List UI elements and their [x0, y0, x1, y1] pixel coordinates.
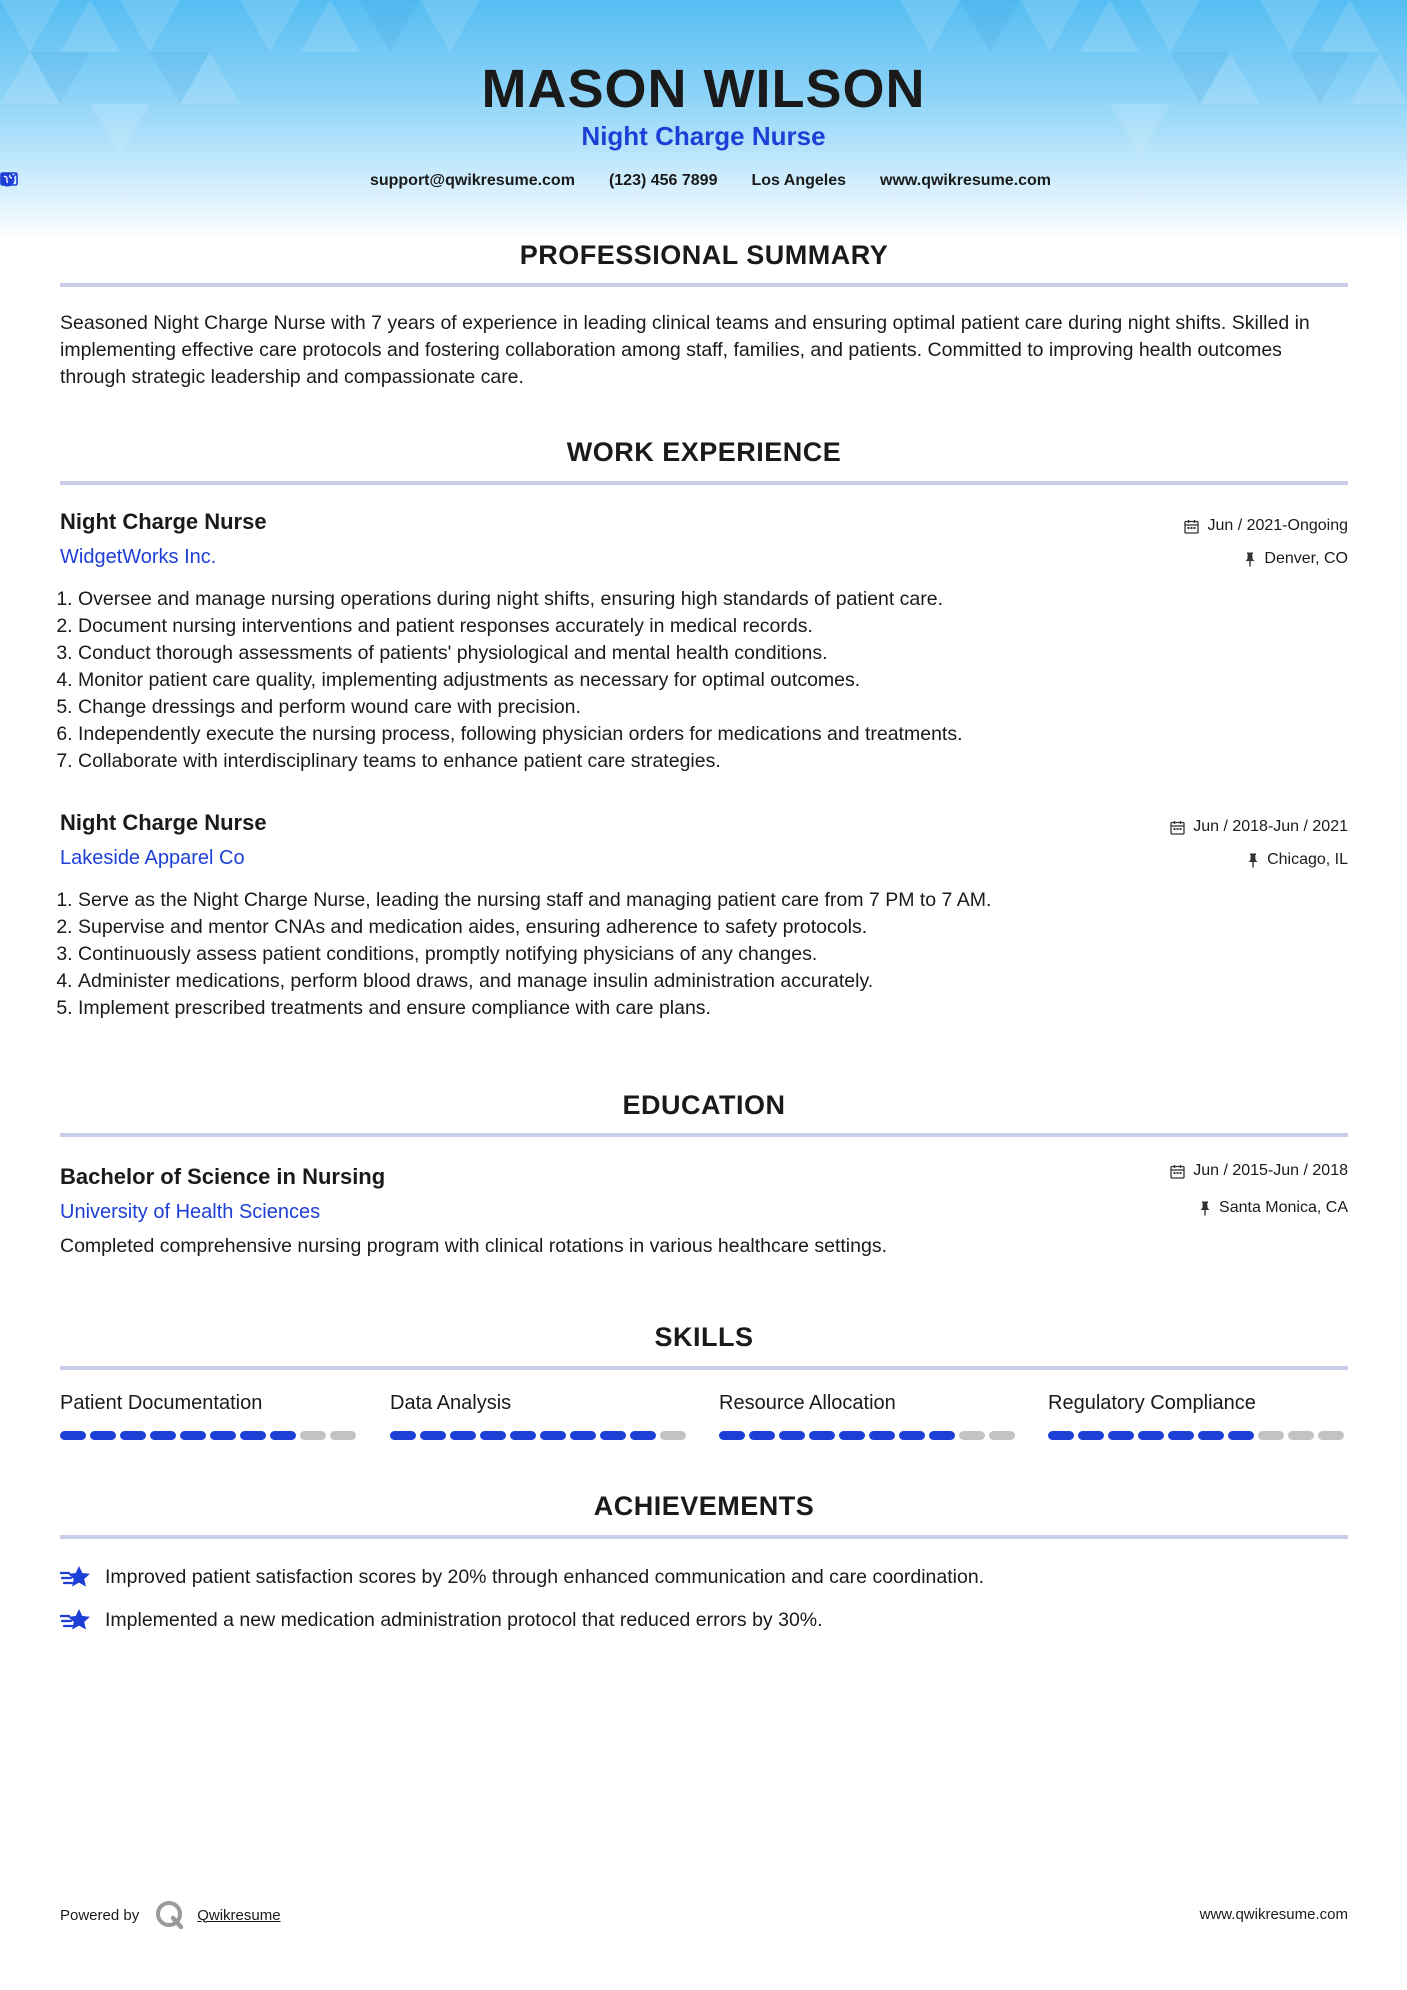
- skill-name: Regulatory Compliance: [1048, 1392, 1256, 1414]
- skill-level-segment: [300, 1431, 326, 1440]
- skill-level-segment: [989, 1431, 1015, 1440]
- candidate-role: Night Charge Nurse: [581, 121, 826, 151]
- shooting-star-icon: [60, 1564, 94, 1590]
- skill-level-segment: [480, 1431, 506, 1440]
- education-dates-text: Jun / 2015-Jun / 2018: [1193, 1162, 1348, 1179]
- skill-level-segment: [330, 1431, 356, 1440]
- skill-level-segment: [929, 1431, 955, 1440]
- skill-level-segment: [1168, 1431, 1194, 1440]
- contact-email[interactable]: [356, 172, 575, 190]
- skills-heading: SKILLS: [654, 1322, 754, 1352]
- candidate-name: MASON WILSON: [481, 59, 926, 119]
- footer-website[interactable]: www.qwikresume.com: [1199, 1906, 1348, 1923]
- education-description: Completed comprehensive nursing program with clinical rotations in various healthcare settings.: [60, 1235, 887, 1257]
- contact-bar: [0, 172, 1407, 190]
- calendar-icon: [1170, 1164, 1185, 1179]
- skill-level-bar: [390, 1431, 690, 1440]
- calendar-icon: [1184, 519, 1199, 534]
- skill-level-bar: [1048, 1431, 1348, 1440]
- degree-title: Bachelor of Science in Nursing: [60, 1164, 386, 1189]
- skill-level-segment: [210, 1431, 236, 1440]
- skill-level-segment: [1318, 1431, 1344, 1440]
- qwikresume-logo-icon: [155, 1900, 185, 1930]
- job-dates: [1170, 818, 1348, 836]
- pushpin-icon: [1247, 853, 1259, 868]
- email-text: support@qwikresume.com: [369, 172, 575, 189]
- list-item: 2. Supervise and mentor CNAs and medication aides, ensuring adherence to safety protocols.: [78, 914, 1318, 941]
- website-text: www.qwikresume.com: [880, 172, 1052, 189]
- skill-item: [60, 1392, 360, 1440]
- skill-level-segment: [390, 1431, 416, 1440]
- job-title: Night Charge Nurse: [60, 810, 267, 835]
- experience-heading: WORK EXPERIENCE: [566, 437, 842, 467]
- skill-level-segment: [60, 1431, 86, 1440]
- skill-name: Patient Documentation: [60, 1392, 263, 1414]
- skill-item: [1048, 1392, 1348, 1440]
- list-item: 7. Collaborate with interdisciplinary teams to enhance patient care strategies.: [78, 748, 1318, 775]
- job-location-text: Chicago, IL: [1267, 851, 1348, 868]
- skill-level-segment: [420, 1431, 446, 1440]
- education-heading: EDUCATION: [622, 1090, 786, 1120]
- school-name: University of Health Sciences: [60, 1201, 321, 1223]
- skill-level-segment: [1228, 1431, 1254, 1440]
- list-item: 5. Implement prescribed treatments and ensure compliance with care plans.: [78, 995, 1318, 1022]
- contact-location: [737, 172, 846, 190]
- skill-item: [719, 1392, 1019, 1440]
- header-banner: [0, 0, 1407, 240]
- skills-divider: [60, 1366, 1348, 1370]
- skill-name: Resource Allocation: [719, 1392, 896, 1414]
- skill-level-segment: [899, 1431, 925, 1440]
- list-item: 1. Serve as the Night Charge Nurse, leading the nursing staff and managing patient care from 7 PM to 7 AM.: [78, 887, 1318, 914]
- company-name: WidgetWorks Inc.: [60, 546, 217, 568]
- powered-by-label: Powered by: [60, 1906, 140, 1924]
- skill-level-segment: [809, 1431, 835, 1440]
- skill-level-segment: [1288, 1431, 1314, 1440]
- list-item: 1. Oversee and manage nursing operations during night shifts, ensuring high standards of patient care.: [78, 586, 1318, 613]
- pushpin-icon: [1199, 1201, 1211, 1216]
- skill-level-segment: [510, 1431, 536, 1440]
- job-location-text: Denver, CO: [1264, 550, 1348, 567]
- education-location: [1199, 1199, 1348, 1217]
- job-location: [1244, 550, 1348, 568]
- education-dates: [1170, 1162, 1348, 1180]
- job-duties-list: [40, 586, 1318, 775]
- list-item: 4. Monitor patient care quality, implementing adjustments as necessary for optimal outcomes.: [78, 667, 1318, 694]
- location-text: Los Angeles: [751, 172, 847, 189]
- hexagon-pattern: [0, 0, 1407, 240]
- skill-level-segment: [1138, 1431, 1164, 1440]
- skill-level-segment: [779, 1431, 805, 1440]
- skill-item: [390, 1392, 690, 1440]
- achievement-text: Improved patient satisfaction scores by 20% through enhanced communication and care coordination.: [105, 1565, 985, 1588]
- skill-level-segment: [1048, 1431, 1074, 1440]
- achievements-divider: [60, 1535, 1348, 1539]
- achievement-item: [60, 1564, 984, 1590]
- education-divider: [60, 1133, 1348, 1137]
- skill-name: Data Analysis: [390, 1392, 512, 1414]
- skill-level-segment: [1078, 1431, 1104, 1440]
- skill-level-segment: [600, 1431, 626, 1440]
- skill-level-segment: [869, 1431, 895, 1440]
- list-item: 3. Conduct thorough assessments of patients' physiological and mental health conditions.: [78, 640, 1318, 667]
- skill-level-segment: [1258, 1431, 1284, 1440]
- phone-text: (123) 456 7899: [608, 172, 718, 189]
- skill-level-segment: [150, 1431, 176, 1440]
- skill-level-segment: [660, 1431, 686, 1440]
- experience-divider: [60, 481, 1348, 485]
- skill-level-segment: [240, 1431, 266, 1440]
- job-location: [1247, 851, 1348, 869]
- shooting-star-icon: [60, 1607, 94, 1633]
- company-name: Lakeside Apparel Co: [60, 847, 245, 869]
- skill-level-bar: [719, 1431, 1019, 1440]
- skill-level-segment: [270, 1431, 296, 1440]
- skill-level-segment: [630, 1431, 656, 1440]
- list-item: 6. Independently execute the nursing process, following physician orders for medications and treatments.: [78, 721, 1318, 748]
- list-item: 3. Continuously assess patient conditions, promptly notifying physicians of any changes.: [78, 941, 1318, 968]
- contact-phone[interactable]: [595, 172, 718, 190]
- contact-website[interactable]: [866, 172, 1051, 190]
- list-item: 2. Document nursing interventions and patient responses accurately in medical records.: [78, 613, 1318, 640]
- job-title: Night Charge Nurse: [60, 509, 267, 534]
- summary-text: Seasoned Night Charge Nurse with 7 years of experience in leading clinical teams and ensuring optimal patient care during night shifts. Skilled in implementing effective care protocols and fostering collaboration among staff, families, and patients. Committed to improving health outcomes through strategic leadership and compassionate care.: [60, 312, 1310, 388]
- achievement-text: Implemented a new medication administration protocol that reduced errors by 30%.: [105, 1608, 823, 1631]
- skill-level-segment: [450, 1431, 476, 1440]
- education-location-text: Santa Monica, CA: [1219, 1199, 1348, 1216]
- job-dates-text: Jun / 2018-Jun / 2021: [1193, 818, 1348, 835]
- calendar-icon: [1170, 820, 1185, 835]
- footer-powered-by: [60, 1900, 281, 1930]
- achievements-heading: ACHIEVEMENTS: [593, 1491, 815, 1521]
- skill-level-segment: [1108, 1431, 1134, 1440]
- skill-level-segment: [540, 1431, 566, 1440]
- skill-level-bar: [60, 1431, 360, 1440]
- skill-level-segment: [749, 1431, 775, 1440]
- summary-heading: PROFESSIONAL SUMMARY: [519, 240, 889, 270]
- skill-level-segment: [719, 1431, 745, 1440]
- skill-level-segment: [959, 1431, 985, 1440]
- job-dates: [1184, 517, 1348, 535]
- skill-level-segment: [1198, 1431, 1224, 1440]
- job-duties-list: [40, 887, 1318, 1022]
- skill-level-segment: [570, 1431, 596, 1440]
- list-item: 4. Administer medications, perform blood draws, and manage insulin administration accurately.: [78, 968, 1318, 995]
- skill-level-segment: [120, 1431, 146, 1440]
- pushpin-icon: [1244, 552, 1256, 567]
- job-dates-text: Jun / 2021-Ongoing: [1207, 517, 1348, 534]
- skill-level-segment: [90, 1431, 116, 1440]
- skill-level-segment: [839, 1431, 865, 1440]
- achievement-item: [60, 1607, 823, 1633]
- qwikresume-link[interactable]: Qwikresume: [197, 1906, 281, 1924]
- skill-level-segment: [180, 1431, 206, 1440]
- summary-divider: [60, 283, 1348, 287]
- list-item: 5. Change dressings and perform wound care with precision.: [78, 694, 1318, 721]
